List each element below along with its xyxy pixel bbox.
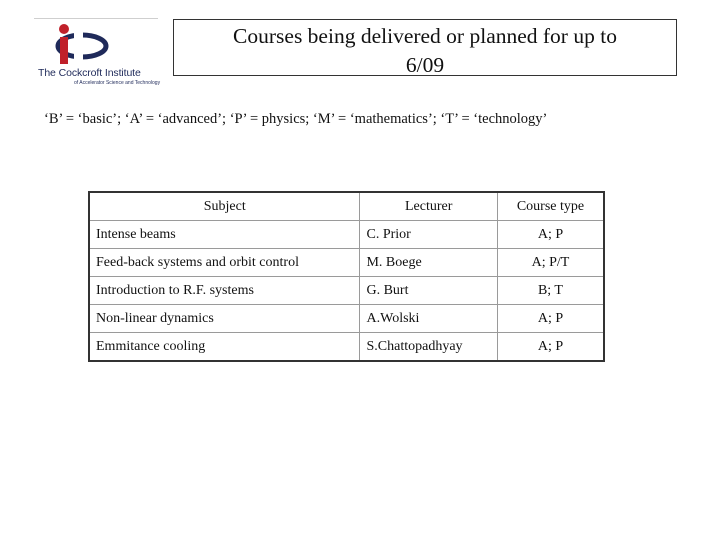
header-course-type: Course type [497,192,604,221]
header-lecturer: Lecturer [360,192,497,221]
cell-subject: Emmitance cooling [89,333,360,362]
cockcroft-logo [34,18,161,89]
course-type-legend: ‘B’ = ‘basic’; ‘A’ = ‘advanced’; ‘P’ = physics; ‘M’ = ‘mathematics’; ‘T’ = ‘technology’ [44,111,548,127]
cell-course-type: A; P [497,333,604,362]
page-title [173,19,677,76]
cell-course-type: B; T [497,277,604,305]
cell-subject: Introduction to R.F. systems [89,277,360,305]
title-line-2: 6/09 [405,53,445,77]
table-row [89,249,604,277]
table-row [89,277,604,305]
logo-institute-tagline: of Accelerator Science and Technology [74,80,161,86]
table-row [89,221,604,249]
cell-lecturer: M. Boege [360,249,497,277]
cell-subject: Non-linear dynamics [89,305,360,333]
cell-course-type: A; P [497,221,604,249]
cell-lecturer: A.Wolski [360,305,497,333]
logo-institute-name: The Cockcroft Institute [38,67,141,79]
cell-subject: Feed-back systems and orbit control [89,249,360,277]
cell-course-type: A; P/T [497,249,604,277]
cockcroft-emblem-icon [34,19,158,69]
title-line-1: Courses being delivered or planned for up to [233,24,617,48]
cell-subject: Intense beams [89,221,360,249]
table-row [89,333,604,362]
table-row [89,305,604,333]
courses-table [88,191,605,362]
cell-lecturer: S.Chattopadhyay [360,333,497,362]
header-subject: Subject [89,192,360,221]
cell-course-type: A; P [497,305,604,333]
cell-lecturer: C. Prior [360,221,497,249]
cell-lecturer: G. Burt [360,277,497,305]
table-header-row [89,192,604,221]
